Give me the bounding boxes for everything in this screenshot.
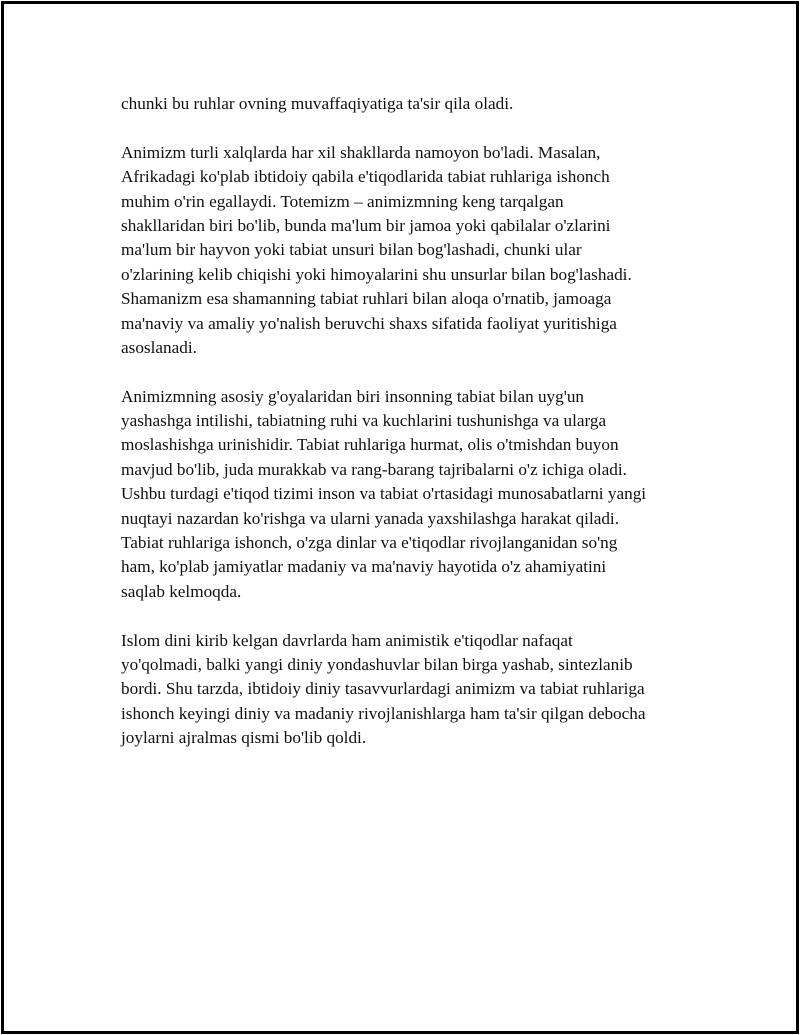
text-line: Islom dini kirib kelgan davrlarda ham animistik e'tiqodlar nafaqat [121, 630, 573, 650]
text-line: asoslanadi. [121, 337, 197, 357]
text-line: ham, ko'plab jamiyatlar madaniy va ma'naviy hayotida o'z ahamiyatini [121, 557, 607, 577]
text-line: joylarni ajralmas qismi bo'lib qoldi. [121, 728, 367, 748]
text-line: ma'naviy va amaliy yo'nalish beruvchi shaxs sifatida faoliyat yuritishiga [121, 313, 617, 333]
text-line: nuqtayi nazardan ko'rishga va ularni yanada yaxshilashga harakat qiladi. [121, 508, 620, 528]
text-line: chunki bu ruhlar ovning muvaffaqiyatiga ta'sir qila oladi. [121, 94, 514, 113]
text-line: saqlab kelmoqda. [121, 581, 242, 601]
text-line: Animizm turli xalqlarda har xil shakllarda namoyon bo'ladi. Masalan, [121, 142, 601, 162]
text-line: shakllaridan biri bo'lib, bunda ma'lum bir jamoa yoki qabilalar o'zlarini [121, 215, 611, 235]
text-line: bordi. Shu tarzda, ibtidoiy diniy tasavvurlardagi animizm va tabiat ruhlariga [121, 679, 645, 699]
paragraph-spacer [121, 116, 691, 140]
paragraph-3 [121, 385, 691, 605]
text-line: Afrikadagi ko'plab ibtidoiy qabila e'tiqodlarida tabiat ruhlariga ishonch [121, 167, 610, 187]
text-line: yo'qolmadi, balki yangi diniy yondashuvlar bilan birga yashab, sintezlanib [121, 654, 633, 674]
text-line: Tabiat ruhlariga ishonch, o'zga dinlar va e'tiqodlar rivojlanganidan so'ng [121, 533, 618, 553]
text-line: Animizmning asosiy g'oyalaridan biri insonning tabiat bilan uyg'un [121, 386, 585, 406]
paragraph-spacer [121, 360, 691, 384]
text-line: o'zlarining kelib chiqishi yoki himoyalarini shu unsurlar bilan bog'lashadi. [121, 264, 632, 284]
text-line: yashashga intilishi, tabiatning ruhi va kuchlarini tushunishga va ularga [121, 411, 607, 431]
text-line: moslashishga urinishidir. Tabiat ruhlariga hurmat, olis o'tmishdan buyon [121, 435, 619, 455]
document-body [121, 92, 691, 751]
paragraph-4 [121, 629, 691, 751]
paragraph-2 [121, 141, 691, 361]
text-line: mavjud bo'lib, juda murakkab va rang-barang tajribalarni o'z ichiga oladi. [121, 459, 627, 479]
text-line: ma'lum bir hayvon yoki tabiat unsuri bilan bog'lashadi, chunki ular [121, 240, 582, 260]
text-line: muhim o'rin egallaydi. Totemizm – animizmning keng tarqalgan [121, 191, 564, 211]
paragraph-spacer [121, 604, 691, 628]
text-line: ishonch keyingi diniy va madaniy rivojlanishlarga ham ta'sir qilgan debocha [121, 703, 646, 723]
document-page [1, 1, 799, 1034]
text-line: Shamanizm esa shamanning tabiat ruhlari bilan aloqa o'rnatib, jamoaga [121, 289, 612, 309]
text-line: Ushbu turdagi e'tiqod tizimi inson va tabiat o'rtasidagi munosabatlarni yangi [121, 484, 647, 504]
paragraph-1 [121, 92, 691, 116]
